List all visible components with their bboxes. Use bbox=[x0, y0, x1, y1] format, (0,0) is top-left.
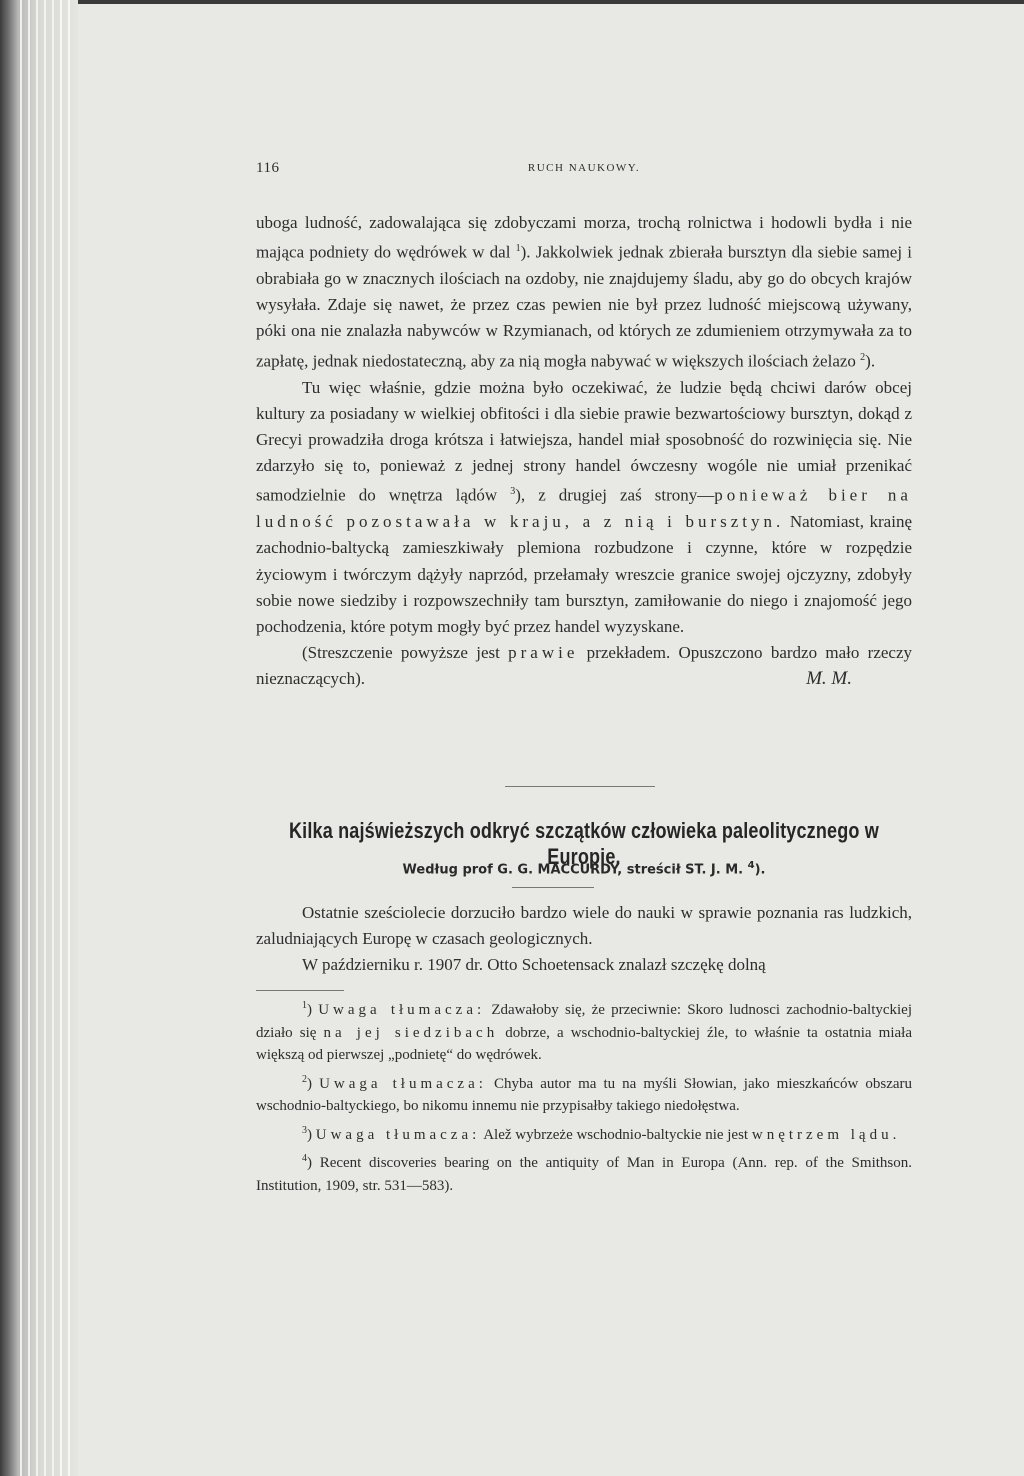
emphasis-text: Uwaga tłumacza: bbox=[318, 1002, 486, 1018]
text-run: Tu więc właśnie, gdzie można było oczekiwać, że ludzie będą chciwi darów obcej kultury za posiadany w wielkiej obfitości i dla siebie prawie bezwartościowy bursztyn, dokąd z Grecyi prowadziła droga krótsza i łatwiejsza, handel miał sposobność do rozwinięcia się. Nie zdarzyło się to, ponieważ z jednej strony handel ówczesny wogóle nie umiał przenikać samodzielnie do wnętrza lądów bbox=[256, 377, 912, 505]
byline-divider bbox=[512, 887, 594, 888]
footnote-marker: 2 bbox=[860, 351, 866, 363]
text-run: Zdawałoby się, że przeciwnie: Skoro ludnosci zachodnio-baltyckiej działo się bbox=[256, 1002, 913, 1041]
page-leaf bbox=[44, 0, 46, 1476]
text-run: ) Recent discoveries bearing on the antiquity of Man in Europa (Ann. rep. of the Smithson. Institution, 1909, str. 531—583). bbox=[256, 1155, 912, 1194]
footnote-marker: 4 bbox=[747, 860, 755, 871]
emphasis-text: wnętrzem lądu. bbox=[751, 1126, 901, 1143]
page-leaf bbox=[28, 0, 30, 1476]
article-continuation bbox=[256, 210, 912, 693]
running-title: RUCH NAUKOWY. bbox=[527, 162, 641, 174]
page-leaf bbox=[20, 0, 22, 1476]
text-run: Ostatnie sześciolecie dorzuciło bardzo wiele do nauki w sprawie poznania ras ludzkich, zaludniających Europę w czasach geologicznych. bbox=[256, 903, 912, 949]
paragraph bbox=[256, 210, 912, 375]
text-run: Natomiast, krainę zachodnio-baltycką zamieszkiwały plemiona rozbudzone i czynne, które w rozpędzie życiowym i twórczym dążyły naprzód, przełamały wreszcie granice swojej ojczyzny, zdobyły sobie nowe siedziby i rozpowszechniły tam bursztyn, zamiłowanie do niego i znajomość jego pochodzenia, które potym mogły być przez handel wyzyskane. bbox=[256, 512, 912, 637]
text-run: ). Jakkolwiek jednak zbierała bursztyn dla siebie samej i obrabiała go w znacznych ilościach na ozdoby, nie znajdujemy śladu, aby go do obcych krajów wysyłała. Zdaje się nawet, że przez czas pewien nie był przez ludność miejscową używany, póki ona nie znalazła nabywców w Rzymianach, od których ze zdumieniem otrzymywała za to zapłatę, jednak niedostateczną, aby za nią mogła nabywać w większych ilościach żelazo bbox=[256, 242, 912, 371]
article-title: Kilka najświeższych odkryć szczątków człowieka paleolitycznego w Europie. bbox=[288, 818, 879, 869]
article-body bbox=[256, 900, 912, 979]
footnote-marker: 3 bbox=[302, 1124, 307, 1136]
footnote-marker: 1 bbox=[515, 243, 521, 255]
text-run: W październiku r. 1907 dr. Otto Schoetensack znalazł szczękę dolną bbox=[302, 955, 766, 975]
text-run: uboga ludność, zadowalająca się zdobyczami morza, trochą rolnictwa i hodowli bydła i nie mająca podniety do wędrówek w dal bbox=[256, 213, 912, 262]
paragraph bbox=[256, 952, 912, 978]
footnote-marker: 3 bbox=[510, 486, 516, 498]
text-run: ), z drugiej zaś strony— bbox=[515, 486, 715, 505]
text-run: (Streszczenie powyższe jest bbox=[302, 643, 509, 663]
emphasis-text: Uwaga tłumacza: bbox=[319, 1075, 487, 1092]
footnote-divider bbox=[256, 990, 344, 991]
section-divider bbox=[505, 786, 655, 787]
page-number: 116 bbox=[256, 160, 280, 176]
footnote-marker: 4 bbox=[302, 1153, 307, 1164]
article-byline bbox=[256, 860, 912, 877]
page-leaf bbox=[52, 0, 54, 1476]
footnote bbox=[256, 995, 912, 1067]
page-leaf bbox=[36, 0, 38, 1476]
page-leaf bbox=[60, 0, 62, 1476]
emphasis-text: ponieważ bier na ludność pozostawała w kraju, a z nią i bursztyn. bbox=[256, 486, 912, 532]
emphasis-text: na jej siedzibach bbox=[323, 1024, 499, 1041]
text-run: Chyba autor ma tu na myśli Słowian, jako mieszkańców obszaru wschodnio-baltyckiego, bo nikomu innemu nie przypisałby takiego niedołęstwa. bbox=[256, 1075, 913, 1114]
text-run: Alež wybrzeże wschodnio-baltyckie nie jest bbox=[480, 1126, 752, 1143]
footnote bbox=[256, 1148, 912, 1197]
book-page-edges bbox=[0, 0, 78, 1476]
text-run: ) bbox=[307, 1002, 319, 1018]
paragraph bbox=[256, 375, 912, 641]
text-run: przekładem. Opuszczono bardzo mało rzeczy nieznaczących). bbox=[256, 643, 912, 689]
text-run: ). bbox=[754, 862, 766, 878]
text-run: ). bbox=[865, 351, 876, 371]
page-header bbox=[256, 160, 912, 184]
footnote bbox=[256, 1069, 912, 1118]
footnotes bbox=[256, 995, 912, 1199]
footnote-marker: 1 bbox=[302, 1000, 307, 1011]
page-leaf bbox=[68, 0, 70, 1476]
text-run: ) bbox=[307, 1075, 320, 1092]
footnote bbox=[256, 1120, 912, 1147]
author-initials: M. M. bbox=[806, 668, 852, 690]
text-run: ) bbox=[307, 1126, 316, 1143]
text-run: dobrze, a wschodnio-baltyckiej źle, to właśnie ta ostatnia miała większą od pierwszej „podnietę“ do wędrówek. bbox=[256, 1024, 912, 1063]
footnote-marker: 2 bbox=[302, 1073, 307, 1085]
text-run: Według prof G. G. MACCURDY, streścił ST. J. M. bbox=[402, 862, 748, 878]
paragraph bbox=[256, 640, 912, 692]
emphasis-text: Uwaga tłumacza: bbox=[315, 1126, 481, 1143]
paragraph bbox=[256, 900, 912, 952]
emphasis-text: prawie bbox=[508, 643, 579, 663]
